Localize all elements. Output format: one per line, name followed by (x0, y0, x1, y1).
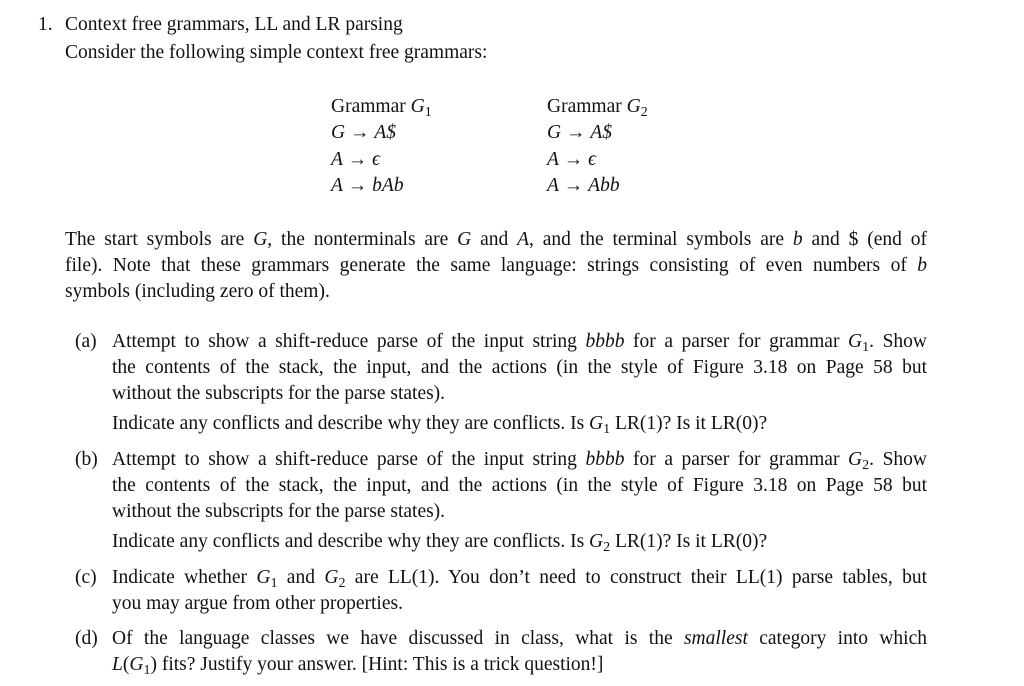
description-line: The start symbols are G, the nonterminals are G and A, and the terminal symbols are b and $ (end of (65, 229, 927, 250)
section-number: 1. (38, 14, 53, 35)
question-line: Of the language classes we have discussed in class, what is the smallest category into which (112, 628, 928, 649)
question-label: (b) (75, 449, 98, 470)
question-line: the contents of the stack, the input, and the actions (in the style of Figure 3.18 on Page 58 but (112, 357, 927, 378)
description-paragraph (65, 227, 927, 305)
grammar-1-rule: A → ϵ (331, 149, 381, 170)
question-line: Indicate any conflicts and describe why they are conflicts. Is $G_1$ LR(1)? Is it LR(0)? (112, 413, 768, 437)
question-line: Attempt to show a shift-reduce parse of the input string bbbb for a parser for grammar $G_1$. Show (112, 331, 927, 355)
description-line: symbols (including zero of them). (65, 281, 330, 302)
grammar-1-title: Grammar $G_1$ (331, 96, 432, 120)
grammar-2-rule: G → A$ (547, 122, 613, 143)
grammar-1-rule: G → A$ (331, 122, 397, 143)
question-line: Indicate any conflicts and describe why they are conflicts. Is $G_2$ LR(1)? Is it LR(0)? (112, 531, 768, 555)
section-title: Context free grammars, LL and LR parsing (65, 14, 403, 35)
question-line: the contents of the stack, the input, and the actions (in the style of Figure 3.18 on Page 58 but (112, 475, 927, 496)
description-line: file). Note that these grammars generate the same language: strings consisting of even numbers of b (65, 255, 927, 276)
question-line: Indicate whether $G_1$ and $G_2$ are LL(1). You don’t need to construct their LL(1) parse tables, but (112, 567, 928, 591)
grammar-2-rule: A → Abb (547, 175, 620, 196)
question-line: Attempt to show a shift-reduce parse of the input string bbbb for a parser for grammar $G_2$. Show (112, 449, 927, 473)
question-label: (a) (75, 331, 97, 352)
question-label: (c) (75, 567, 97, 588)
grammar-1-rule: A → bAb (331, 175, 404, 196)
question-line: without the subscripts for the parse states). (112, 501, 446, 522)
grammar-2-title: Grammar $G_2$ (547, 96, 648, 120)
question-line: without the subscripts for the parse states). (112, 383, 446, 404)
question-label: (d) (75, 628, 98, 649)
question-line: $L(G_1)$ fits? Justify your answer. [Hint: This is a trick question!] (112, 654, 604, 678)
grammar-2-rule: A → ϵ (547, 149, 597, 170)
question-line: you may argue from other properties. (112, 593, 403, 614)
section-intro: Consider the following simple context free grammars: (65, 42, 488, 63)
